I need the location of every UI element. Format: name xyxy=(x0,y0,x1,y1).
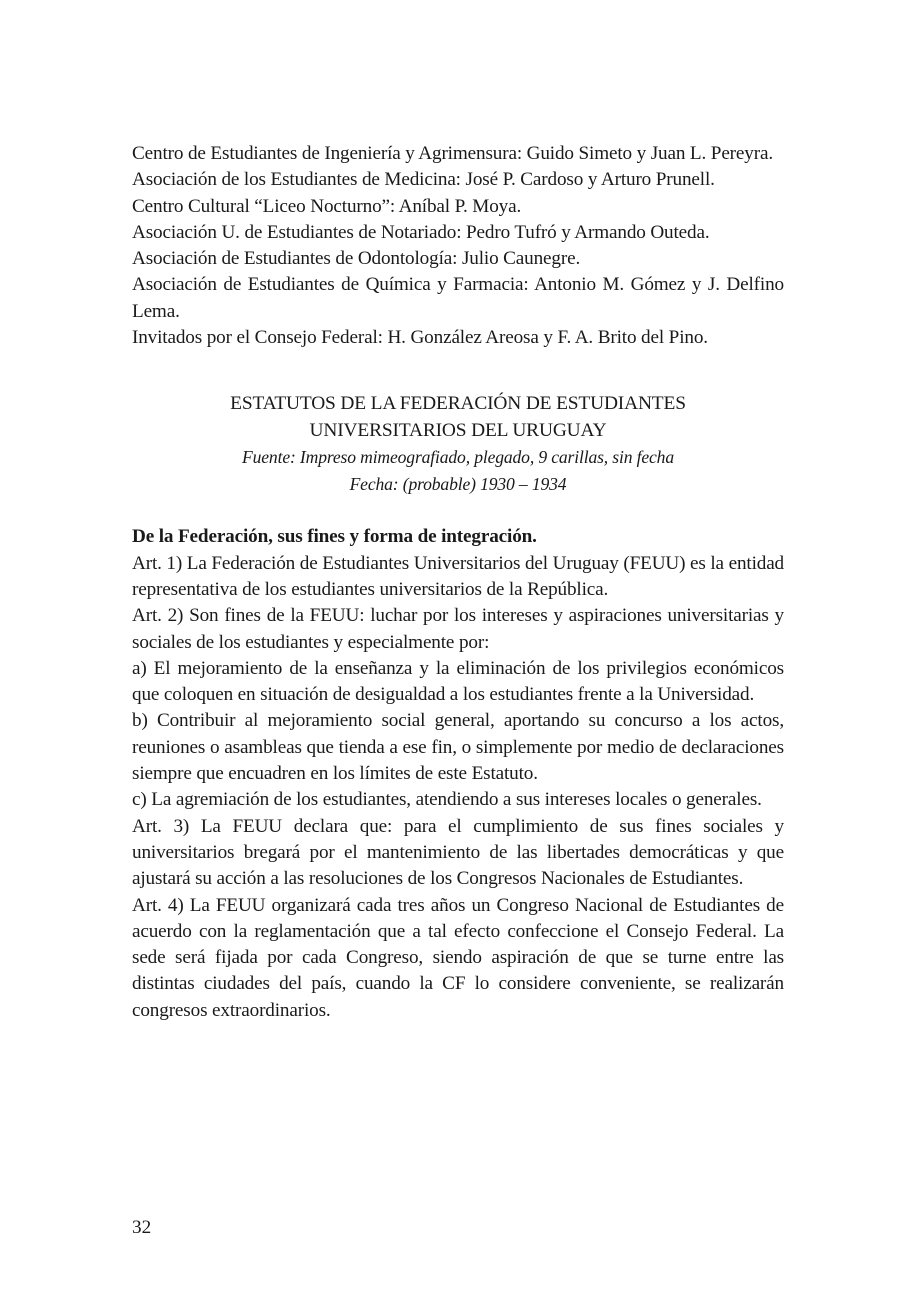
delegates-list xyxy=(132,141,784,351)
page-body xyxy=(132,141,784,1024)
section-title: De la Federación, sus fines y forma de integración. xyxy=(132,526,537,548)
article-paragraph: a) El mejoramiento de la enseñanza y la eliminación de los privilegios económicos que coloquen en situación de desigualdad a los estudiantes frente a la Universidad. xyxy=(132,657,784,706)
delegate-line: Centro de Estudiantes de Ingeniería y Agrimensura: Guido Simeto y Juan L. Pereyra. xyxy=(132,143,773,164)
heading-title-line1: ESTATUTOS DE LA FEDERACIÓN DE ESTUDIANTES xyxy=(230,393,686,415)
statutes-section xyxy=(132,524,784,1024)
heading-source: Fuente: Impreso mimeografiado, plegado, 9 carillas, sin fecha xyxy=(242,447,674,468)
delegate-line: Centro Cultural “Liceo Nocturno”: Aníbal P. Moya. xyxy=(132,195,522,217)
delegate-line: Asociación de Estudiantes de Química y Farmacia: Antonio M. Gómez y J. Delfino Lema. xyxy=(132,274,784,322)
page-number: 32 xyxy=(132,1217,152,1238)
delegate-line: Invitados por el Consejo Federal: H. González Areosa y F. A. Brito del Pino. xyxy=(132,327,708,349)
delegate-line: Asociación de los Estudiantes de Medicina: José P. Cardoso y Arturo Prunell. xyxy=(132,169,715,191)
statutes-heading xyxy=(132,391,784,497)
article-paragraph: Art. 1) La Federación de Estudiantes Universitarios del Uruguay (FEUU) es la entidad representativa de los estudiantes universitarios de la República. xyxy=(132,552,784,600)
article-paragraph: Art. 4) La FEUU organizará cada tres años un Congreso Nacional de Estudiantes de acuerdo con la reglamentación que a tal efecto confeccione el Consejo Federal. La sede será fijada por cada Congreso, siendo aspiración de que se turne entre las distintas ciudades del país, cuando la CF lo considere conveniente, se realizarán congresos extraordinarios. xyxy=(132,894,784,1021)
article-paragraph: b) Contribuir al mejoramiento social general, aportando su concurso a los actos, reuniones o asambleas que tienda a ese fin, o simplemente por medio de declaraciones siempre que encuadren en los límites de este Estatuto. xyxy=(132,710,784,785)
article-paragraph: Art. 2) Son fines de la FEUU: luchar por los intereses y aspiraciones universitarias y sociales de los estudiantes y especialmente por: xyxy=(132,605,784,653)
article-paragraph: Art. 3) La FEUU declara que: para el cumplimiento de sus fines sociales y universitarios bregará por el mantenimiento de las libertades democráticas y que ajustará su acción a las resoluciones de los Congresos Nacionales de Estudiantes. xyxy=(132,815,784,890)
heading-date: Fecha: (probable) 1930 – 1934 xyxy=(349,473,567,494)
delegate-line: Asociación de Estudiantes de Odontología: Julio Caunegre. xyxy=(132,248,581,270)
heading-title-line2: UNIVERSITARIOS DEL URUGUAY xyxy=(309,419,607,441)
delegate-line: Asociación U. de Estudiantes de Notariado: Pedro Tufró y Armando Outeda. xyxy=(132,221,710,243)
article-paragraph: c) La agremiación de los estudiantes, atendiendo a sus intereses locales o generales. xyxy=(132,789,762,811)
